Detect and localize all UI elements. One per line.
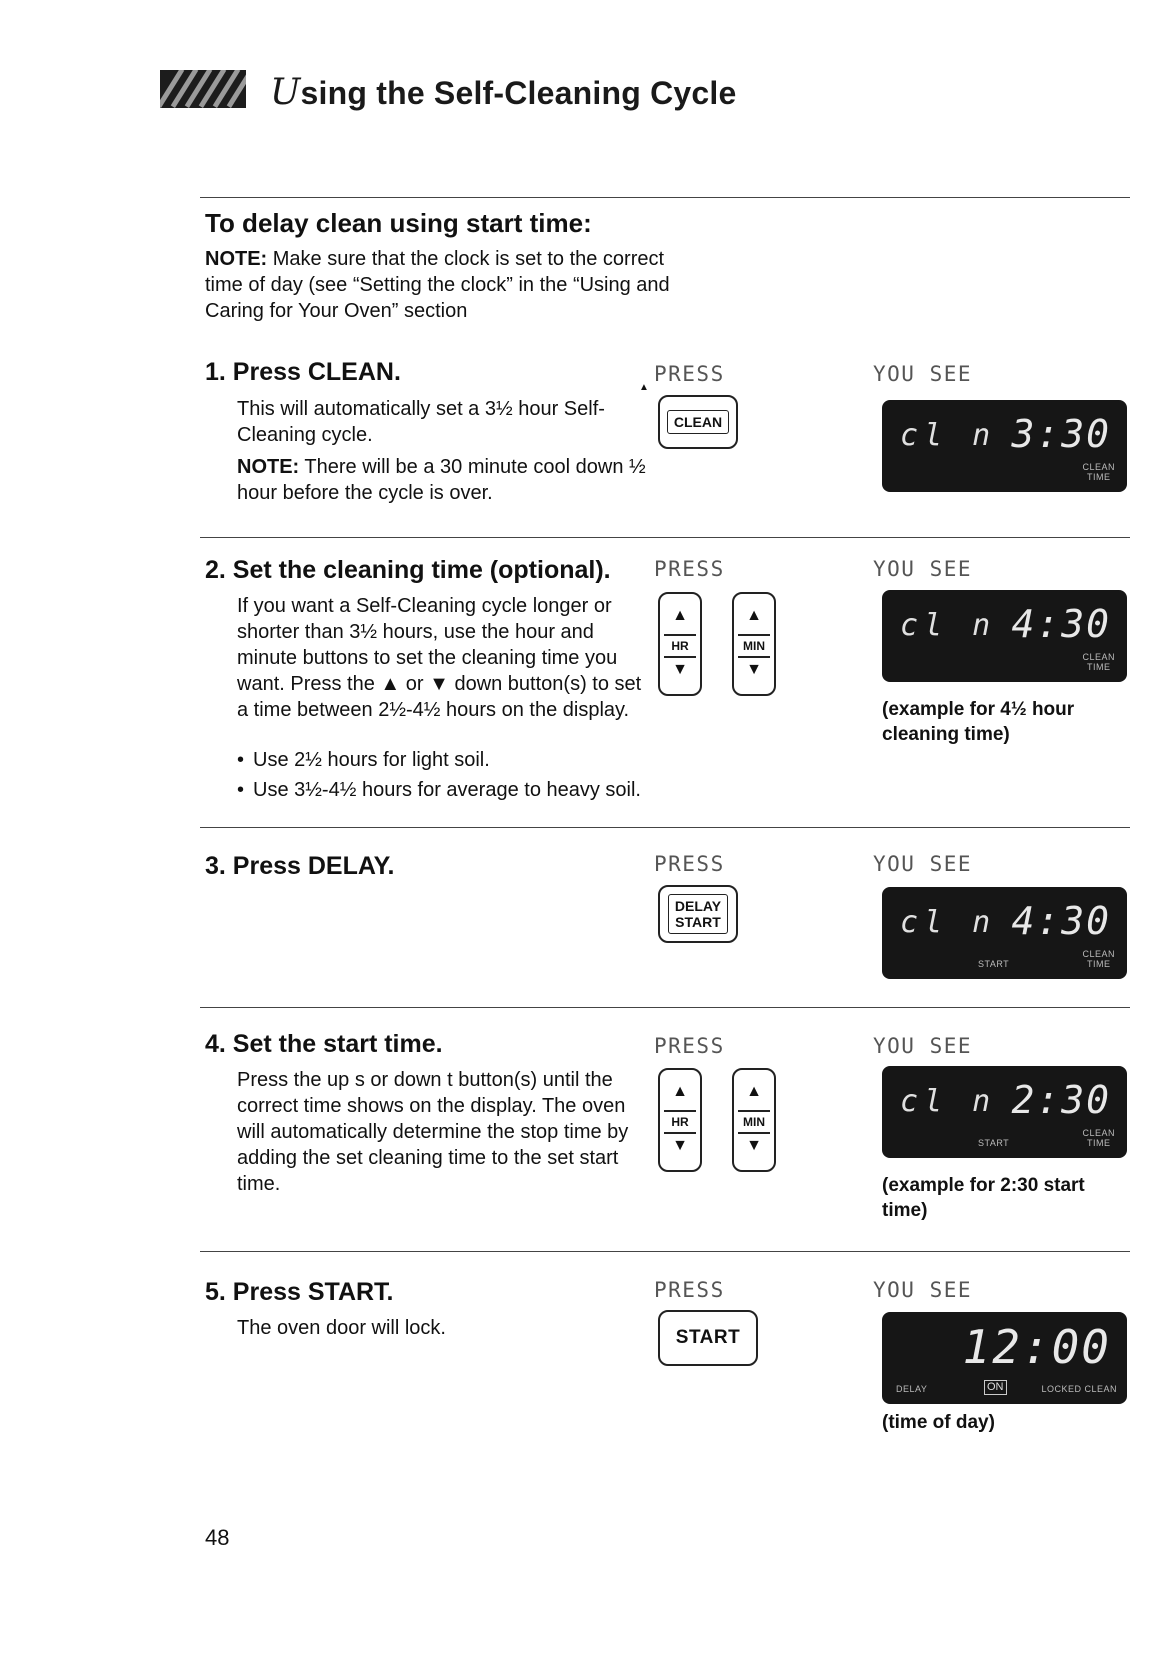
display-right-readout: 3:30 bbox=[1011, 412, 1111, 456]
step-1-note bbox=[237, 454, 647, 506]
delay-indicator: DELAY bbox=[896, 1384, 928, 1394]
display-left-readout: cl n bbox=[900, 1084, 997, 1119]
locked-clean-indicator: LOCKED CLEAN bbox=[1041, 1384, 1117, 1394]
step-4-body bbox=[237, 1067, 642, 1203]
you-see-label: YOU SEE bbox=[873, 852, 973, 876]
down-arrow-icon: ▼ bbox=[746, 661, 762, 678]
clean-time-indicator: CLEAN TIME bbox=[1082, 462, 1115, 482]
step-2-title: 2. Set the cleaning time (optional). bbox=[205, 556, 611, 584]
press-label: PRESS bbox=[654, 1278, 725, 1302]
display-right-readout: 2:30 bbox=[1011, 1078, 1111, 1122]
section-heading: To delay clean using start time: bbox=[205, 208, 592, 238]
divider bbox=[200, 827, 1130, 828]
bullet-light-soil: • Use 2½ hours for light soil. bbox=[237, 745, 641, 775]
clean-key bbox=[658, 395, 738, 449]
tick-mark: ▲ bbox=[639, 382, 649, 393]
oven-display bbox=[882, 400, 1127, 492]
display-left-readout: cl n bbox=[900, 905, 997, 940]
on-indicator: ON bbox=[984, 1380, 1007, 1395]
header-logo bbox=[160, 70, 246, 108]
you-see-label: YOU SEE bbox=[873, 557, 973, 581]
clean-time-indicator: CLEAN TIME bbox=[1082, 949, 1115, 969]
step-1-note-label: NOTE: bbox=[237, 456, 300, 478]
hour-key-label: HR bbox=[664, 634, 696, 658]
display-left-readout: cl n bbox=[900, 418, 997, 453]
down-arrow-icon: ▼ bbox=[746, 1137, 762, 1154]
minute-key-label: MIN bbox=[738, 634, 770, 658]
page-number: 48 bbox=[205, 1525, 230, 1550]
start-key-label: START bbox=[675, 1327, 741, 1348]
title-rest: sing the Self-Cleaning Cycle bbox=[300, 75, 737, 111]
delay-start-key-face bbox=[668, 894, 728, 934]
display-right-readout: 4:30 bbox=[1011, 602, 1111, 646]
press-label: PRESS bbox=[654, 1034, 725, 1058]
minute-key-label: MIN bbox=[738, 1110, 770, 1134]
step-5-title: 5. Press START. bbox=[205, 1278, 394, 1306]
display-right-readout: 12:00 bbox=[962, 1320, 1111, 1374]
display-left-readout: cl n bbox=[900, 608, 997, 643]
step-1-text: This will automatically set a 3½ hour Self-Cleaning cycle. bbox=[237, 398, 605, 446]
up-arrow-icon: ▲ bbox=[672, 1083, 688, 1100]
clean-time-indicator: CLEAN TIME bbox=[1082, 1128, 1115, 1148]
clean-key-label: CLEAN bbox=[667, 410, 729, 434]
press-label: PRESS bbox=[654, 557, 725, 581]
note-text: Make sure that the clock is set to the correct time of day (see “Setting the clock” in the “Using and Caring for Your Oven” section bbox=[205, 248, 670, 322]
divider bbox=[200, 1251, 1130, 1252]
oven-display bbox=[882, 887, 1127, 979]
minute-key bbox=[732, 592, 776, 696]
step-5-body bbox=[237, 1315, 647, 1347]
title-initial: U bbox=[270, 72, 301, 113]
you-see-label: YOU SEE bbox=[873, 1034, 973, 1058]
step-2-bullets bbox=[237, 745, 641, 805]
hour-key bbox=[658, 1068, 702, 1172]
step-2-caption: (example for 4½ hour cleaning time) bbox=[882, 699, 1075, 745]
step-1-title: 1. Press CLEAN. bbox=[205, 358, 401, 386]
down-arrow-icon: ▼ bbox=[672, 661, 688, 678]
step-4-text: Press the up s or down t button(s) until the correct time shows on the display. The oven will automatically determine the stop time by adding the set cleaning time to the set start time. bbox=[237, 1069, 629, 1195]
oven-display bbox=[882, 1066, 1127, 1158]
press-label: PRESS bbox=[654, 362, 725, 386]
hour-key-label: HR bbox=[664, 1110, 696, 1134]
step-1-body bbox=[237, 396, 647, 512]
up-arrow-icon: ▲ bbox=[746, 607, 762, 624]
up-arrow-icon: ▲ bbox=[672, 607, 688, 624]
press-label: PRESS bbox=[654, 852, 725, 876]
step-2-text: If you want a Self-Cleaning cycle longer or shorter than 3½ hours, use the hour and minute buttons to set the cleaning time you want. Press the ▲ or ▼ down button(s) to set a time between 2½-4½ hours on the display. bbox=[237, 595, 642, 721]
down-arrow-icon: ▼ bbox=[672, 1137, 688, 1154]
minute-key bbox=[732, 1068, 776, 1172]
divider bbox=[200, 1007, 1130, 1008]
start-indicator: START bbox=[978, 959, 1010, 969]
step-4-caption: (example for 2:30 start time) bbox=[882, 1175, 1085, 1221]
hour-key bbox=[658, 592, 702, 696]
step-2-body bbox=[237, 593, 642, 729]
display-right-readout: 4:30 bbox=[1011, 899, 1111, 943]
step-5-text: The oven door will lock. bbox=[237, 1317, 446, 1339]
step-5-caption: (time of day) bbox=[882, 1412, 995, 1433]
oven-display bbox=[882, 590, 1127, 682]
intro-note bbox=[205, 246, 675, 324]
page-title bbox=[270, 72, 736, 113]
start-key bbox=[658, 1310, 758, 1366]
note-label: NOTE: bbox=[205, 248, 268, 270]
start-key-label: START bbox=[675, 914, 721, 930]
up-arrow-icon: ▲ bbox=[746, 1083, 762, 1100]
delay-start-key bbox=[658, 885, 738, 943]
you-see-label: YOU SEE bbox=[873, 1278, 973, 1302]
you-see-label: YOU SEE bbox=[873, 362, 973, 386]
bullet-heavy-soil: • Use 3½-4½ hours for average to heavy soil. bbox=[237, 775, 641, 805]
step-4-title: 4. Set the start time. bbox=[205, 1030, 443, 1058]
clean-time-indicator: CLEAN TIME bbox=[1082, 652, 1115, 672]
delay-key-label: DELAY bbox=[674, 898, 722, 914]
divider bbox=[200, 197, 1130, 198]
start-indicator: START bbox=[978, 1138, 1010, 1148]
step-1-note-text: There will be a 30 minute cool down ½ hour before the cycle is over. bbox=[237, 456, 646, 504]
oven-display bbox=[882, 1312, 1127, 1404]
step-3-title: 3. Press DELAY. bbox=[205, 852, 395, 880]
divider bbox=[200, 537, 1130, 538]
